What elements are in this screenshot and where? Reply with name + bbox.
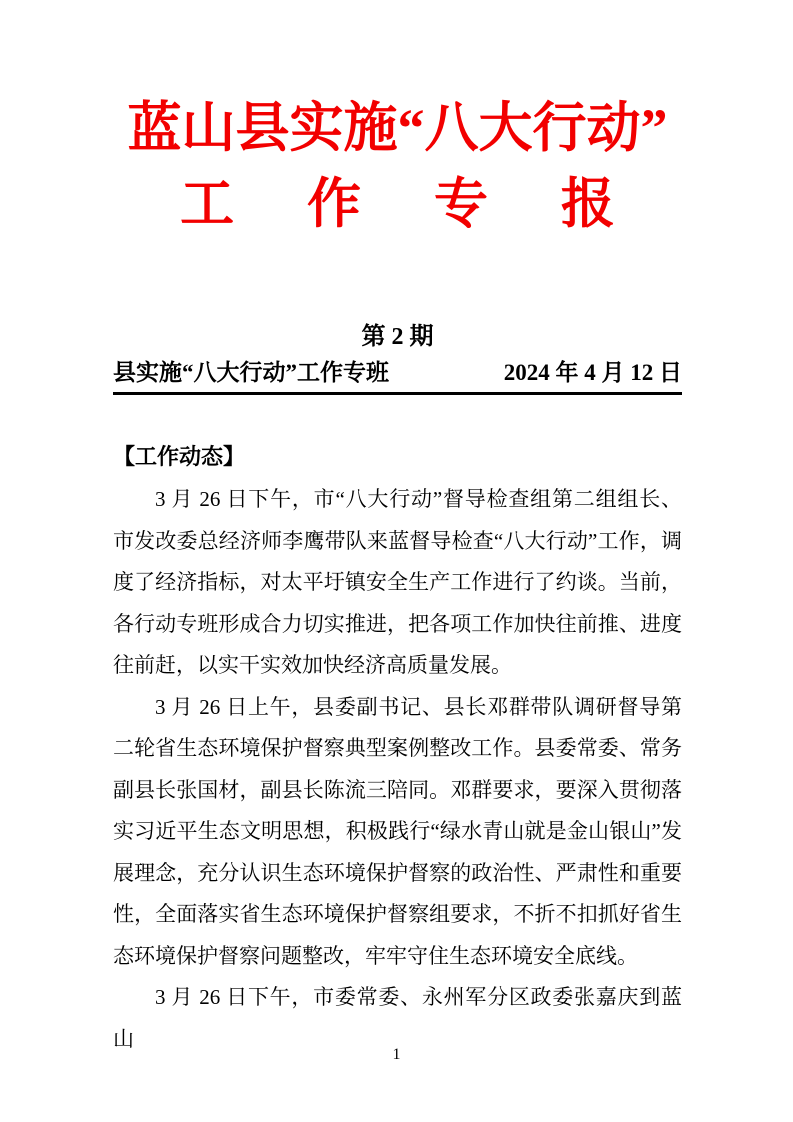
document-title-line1: 蓝山县实施“八大行动”: [127, 98, 668, 158]
paragraph-1: 3 月 26 日下午，市“八大行动”督导检查组第二组组长、市发改委总经济师李鹰带队来蓝督导检查“八大行动”工作，调度了经济指标，对太平圩镇安全生产工作进行了约谈。当前，各行动专班形成合力切实推进，把各项工作加快往前推、进度往前赶，以实干实效加快经济高质量发展。: [113, 487, 682, 677]
paragraph-2: 3 月 26 日上午，县委副书记、县长邓群带队调研督导第二轮省生态环境保护督察典型案例整改工作。县委常委、常务副县长张国材，副县长陈流三陪同。邓群要求，要深入贯彻落实习近平生态文明思想，积极践行“绿水青山就是金山银山”发展理念，充分认识生态环境保护督察的政治性、严肃性和重要性，全面落实省生态环境保护督察组要求，不折不扣抓好省生态环境保护督察问题整改，牢牢守住生态环境安全底线。: [113, 694, 682, 968]
document-title-line2: 工 作 专 报: [180, 174, 645, 234]
paragraph-3: 3 月 26 日下午，市委常委、永州军分区政委张嘉庆到蓝山: [113, 985, 682, 1051]
issue-date: 2024 年 4 月 12 日: [503, 360, 682, 385]
issuing-office: 县实施“八大行动”工作专班: [113, 360, 389, 385]
masthead-row: [113, 358, 682, 395]
body-text: [113, 479, 682, 1060]
document-title: [113, 90, 682, 242]
issue-number: 第 2 期: [361, 324, 434, 350]
page-number: 1: [392, 1046, 401, 1063]
section-header-work-updates: 【工作动态】: [113, 444, 246, 469]
